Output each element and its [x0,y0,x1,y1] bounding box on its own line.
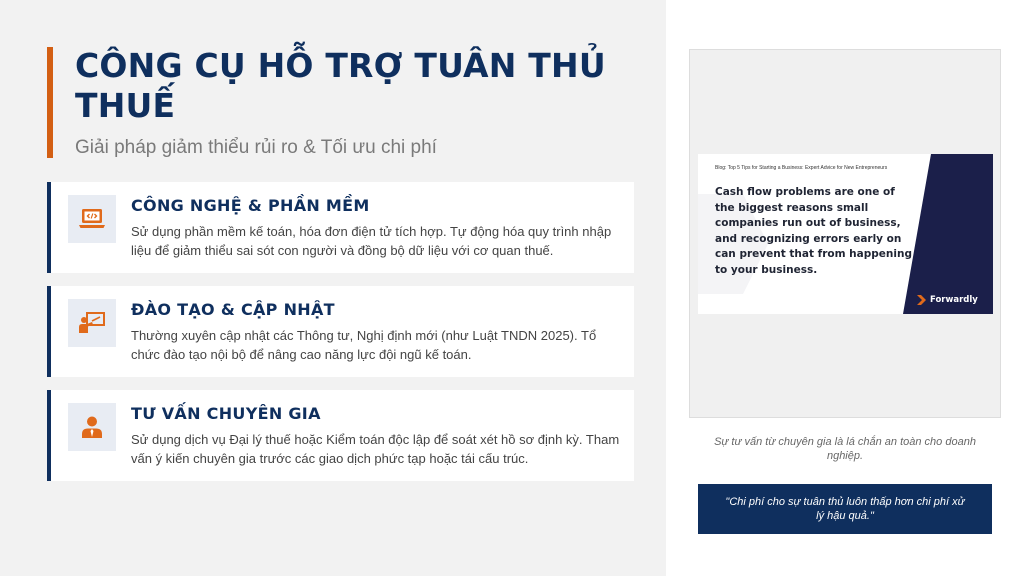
callout-text: "Chi phí cho sự tuân thủ luôn thấp hơn chi phí xử lý hậu quả." [725,496,965,522]
forwardly-chevron-icon [917,295,926,305]
card-expert [47,390,634,481]
card-technology [47,182,634,273]
image-caption: Sự tư vấn từ chuyên gia là lá chắn an toàn cho doanh nghiệp. [714,436,976,462]
dark-panel [903,154,993,314]
title-accent-bar [47,47,53,158]
logo-text: Forwardly [930,295,978,305]
expert-user-tie-icon [68,403,116,451]
card-description: Sử dụng dịch vụ Đại lý thuế hoặc Kiểm toán độc lập để soát xét hồ sơ định kỳ. Tham vấn ý kiến chuyên gia trước các giao dịch phức tạp hoặc tái cấu trúc. [131,432,620,466]
presentation-teacher-icon [68,299,116,347]
image-placeholder [689,49,1001,418]
card-description: Thường xuyên cập nhật các Thông tư, Nghị định mới (như Luật TNDN 2025). Tổ chức đào tạo nội bộ để nâng cao năng lực đội ngũ kế toán. [131,328,597,362]
laptop-code-icon [68,195,116,243]
blog-heading: Blog: Top 5 Tips for Starting a Business: Expert Advice for New Entrepreneurs [715,165,888,171]
blog-quote-text: Cash flow problems are one of the biggest reasons small companies run out of business, and recognizing errors early on can prevent that from happening to your business. [715,186,912,276]
card-training [47,286,634,377]
blog-quote-image [698,154,993,314]
card-title: TƯ VẤN CHUYÊN GIA [131,404,321,423]
page-subtitle: Giải pháp giảm thiểu rủi ro & Tối ưu chi phí [75,137,437,158]
card-description: Sử dụng phần mềm kế toán, hóa đơn điện tử tích hợp. Tự động hóa quy trình nhập liệu để giảm thiểu sai sót con người và đồng bộ dữ liệu với cơ quan thuế. [131,224,612,258]
card-title: CÔNG NGHỆ & PHẦN MỀM [131,196,370,215]
callout-box [698,484,992,534]
card-title: ĐÀO TẠO & CẬP NHẬT [131,300,335,319]
page-title: CÔNG CỤ HỖ TRỢ TUÂN THỦ THUẾ [75,46,606,125]
forwardly-logo [917,295,978,305]
